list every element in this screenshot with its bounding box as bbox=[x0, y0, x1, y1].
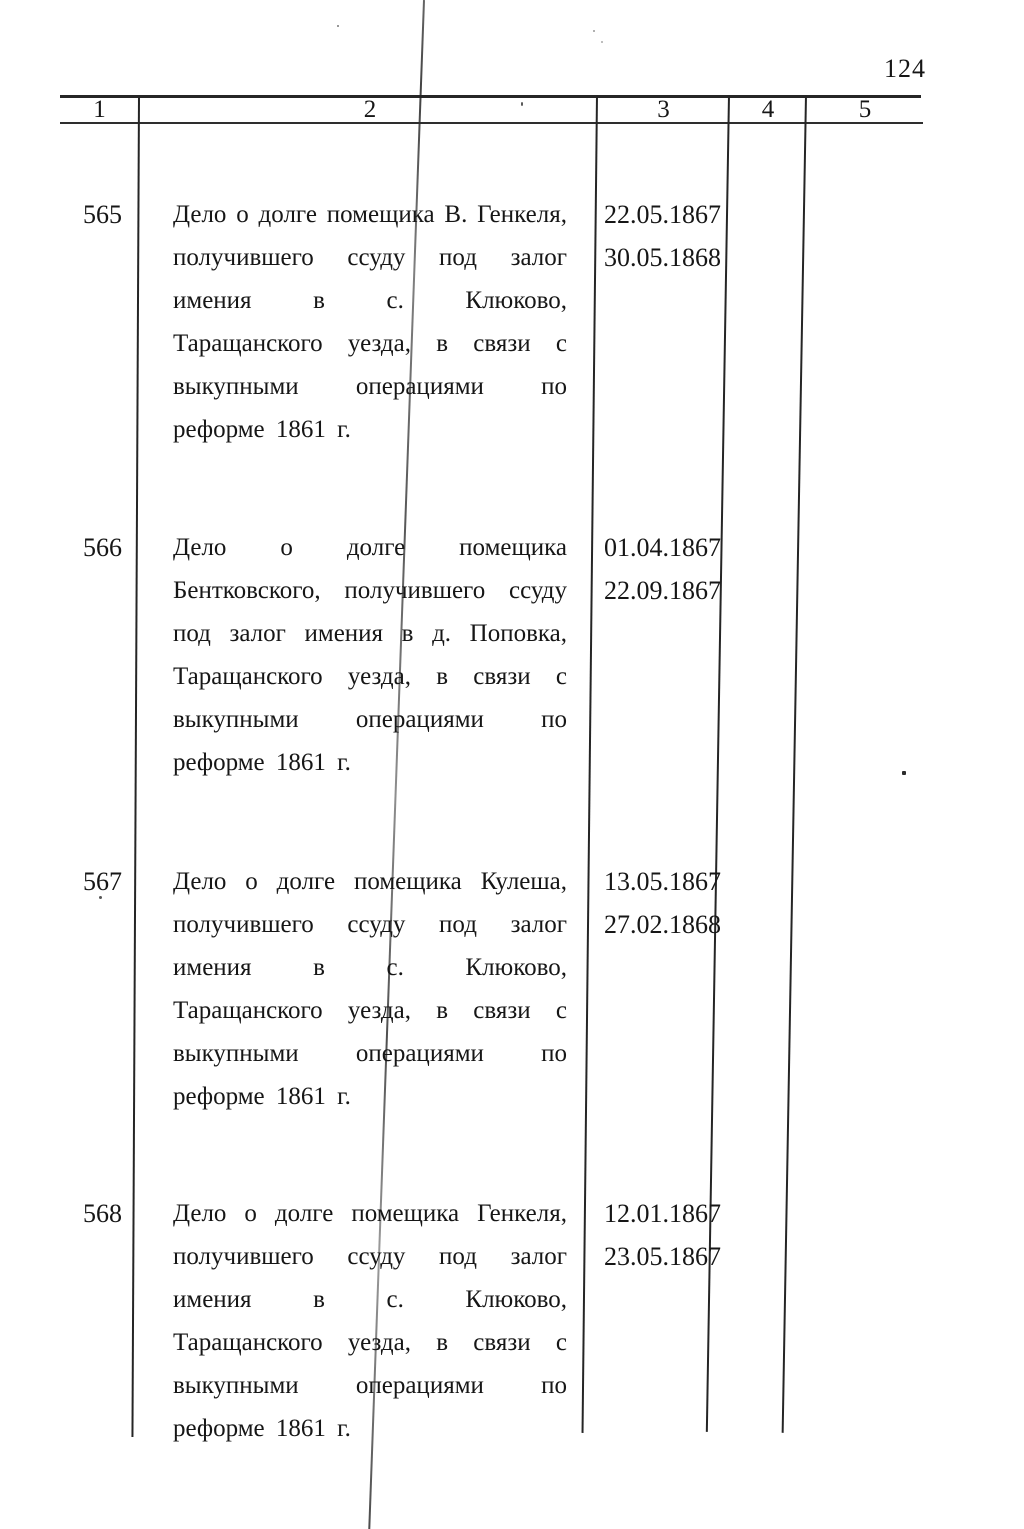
case-description-line: Таращанского уезда, в связи с bbox=[173, 663, 567, 690]
case-date-range bbox=[604, 526, 739, 612]
case-description-line: реформе 1861 г. bbox=[173, 1415, 351, 1442]
case-description-line: Дело о долге помещика Кулеша, bbox=[173, 868, 567, 895]
case-number: 567 bbox=[83, 867, 122, 896]
ink-speck bbox=[601, 41, 603, 43]
case-description-line: выкупными операциями по bbox=[173, 1372, 567, 1399]
case-description bbox=[173, 1192, 567, 1450]
case-description-line: Таращанского уезда, в связи с bbox=[173, 1329, 567, 1356]
table-row bbox=[0, 860, 1024, 1130]
case-number: 565 bbox=[83, 200, 122, 229]
ink-speck bbox=[337, 25, 339, 27]
ink-speck bbox=[902, 771, 906, 775]
column-header-3: 3 bbox=[657, 96, 670, 123]
case-description-line: Бентковского, получившего ссуду bbox=[173, 577, 567, 604]
start-date: 01.04.1867 bbox=[604, 533, 721, 562]
case-description-line: получившего ссуду под залог bbox=[173, 1243, 567, 1270]
case-date-range bbox=[604, 193, 739, 279]
start-date: 13.05.1867 bbox=[604, 867, 721, 896]
table-row bbox=[0, 1192, 1024, 1462]
table-row bbox=[0, 526, 1024, 796]
case-date-range bbox=[604, 1192, 739, 1278]
start-date: 12.01.1867 bbox=[604, 1199, 721, 1228]
start-date: 22.05.1867 bbox=[604, 200, 721, 229]
case-date-range bbox=[604, 860, 739, 946]
ink-speck bbox=[593, 30, 595, 32]
case-description-line: Таращанского уезда, в связи с bbox=[173, 997, 567, 1024]
case-description-line: имения в с. Клюково, bbox=[173, 1286, 567, 1313]
table-row bbox=[0, 193, 1024, 463]
column-header-1: 1 bbox=[93, 96, 106, 123]
page-number: 124 bbox=[884, 54, 926, 83]
ink-speck bbox=[99, 896, 102, 899]
case-description-line: имения в с. Клюково, bbox=[173, 287, 567, 314]
case-description-line: реформе 1861 г. bbox=[173, 416, 351, 443]
column-header-2: 2 bbox=[363, 96, 377, 123]
case-description-line: Дело о долге помещика bbox=[173, 534, 567, 561]
case-description-line: Дело о долге помещика Генкеля, bbox=[173, 1200, 567, 1227]
case-description-line: выкупными операциями по bbox=[173, 373, 567, 400]
case-description-line: выкупными операциями по bbox=[173, 1040, 567, 1067]
case-description-line: под залог имения в д. Поповка, bbox=[173, 620, 567, 647]
case-description-line: реформе 1861 г. bbox=[173, 1083, 351, 1110]
case-description-line: Дело о долге помещика В. Генкеля, bbox=[173, 201, 567, 228]
case-description-line: получившего ссуду под залог bbox=[173, 911, 567, 938]
case-description-line: реформе 1861 г. bbox=[173, 749, 351, 776]
case-description bbox=[173, 193, 567, 451]
end-date: 30.05.1868 bbox=[604, 243, 721, 272]
ink-speck bbox=[521, 102, 523, 106]
case-number: 568 bbox=[83, 1199, 122, 1228]
case-number: 566 bbox=[83, 533, 122, 562]
case-description-line: выкупными операциями по bbox=[173, 706, 567, 733]
case-description bbox=[173, 526, 567, 784]
case-description-line: Таращанского уезда, в связи с bbox=[173, 330, 567, 357]
case-description-line: получившего ссуду под залог bbox=[173, 244, 567, 271]
end-date: 27.02.1868 bbox=[604, 910, 721, 939]
case-description bbox=[173, 860, 567, 1118]
case-description-line: имения в с. Клюково, bbox=[173, 954, 567, 981]
end-date: 22.09.1867 bbox=[604, 576, 721, 605]
end-date: 23.05.1867 bbox=[604, 1242, 721, 1271]
column-header-4: 4 bbox=[761, 96, 775, 123]
column-header-5: 5 bbox=[858, 96, 872, 123]
